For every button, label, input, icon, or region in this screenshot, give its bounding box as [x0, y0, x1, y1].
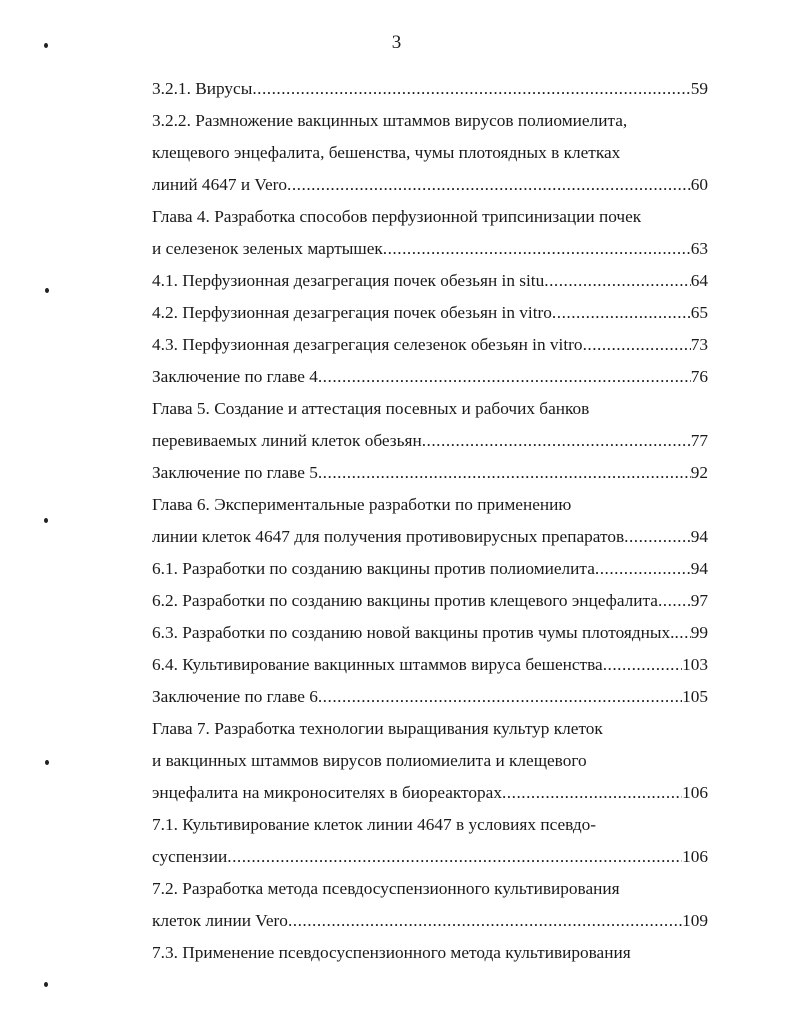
toc-entry-title: клещевого энцефалита, бешенства, чумы плотоядных в клетках	[152, 143, 621, 162]
scan-mark	[44, 518, 48, 523]
scan-mark	[45, 288, 49, 293]
toc-entry	[152, 716, 708, 748]
dot-leader	[583, 332, 691, 364]
toc-entry	[152, 268, 708, 300]
scan-mark	[44, 43, 48, 48]
toc-entry	[152, 812, 708, 844]
dot-leader	[383, 236, 687, 268]
toc-entry	[152, 76, 708, 108]
toc-entry-title: 4.2. Перфузионная дезагрегация почек обезьян in vitro	[152, 303, 552, 322]
dot-leader	[422, 428, 691, 460]
toc-entry-title: клеток линии Vero	[152, 911, 288, 930]
toc-entry-title: 3.2.1. Вирусы	[152, 79, 253, 98]
toc-entry-title: 7.3. Применение псевдосуспензионного метода культивирования	[152, 943, 631, 962]
dot-leader	[318, 684, 682, 716]
dot-leader	[288, 908, 682, 940]
toc-entry-page: 106	[682, 783, 708, 802]
dot-leader	[502, 780, 682, 812]
toc-entry	[152, 780, 708, 812]
toc-entry	[152, 300, 708, 332]
toc-entry-page: 64	[690, 271, 708, 290]
toc-entry-title: линий 4647 и Vero	[152, 175, 288, 194]
toc-entry-page: 99	[690, 623, 708, 642]
toc-entry-title: линии клеток 4647 для получения противовирусных препаратов	[152, 527, 625, 546]
dot-leader	[318, 460, 691, 492]
toc-entry	[152, 140, 708, 172]
table-of-contents	[152, 76, 708, 972]
toc-entry-title: 6.4. Культивирование вакцинных штаммов вируса бешенства	[152, 655, 603, 674]
toc-entry-title: Глава 6. Экспериментальные разработки по применению	[152, 495, 572, 514]
toc-entry	[152, 876, 708, 908]
toc-entry-title: 7.1. Культивирование клеток линии 4647 в условиях псевдо-	[152, 815, 597, 834]
toc-entry-page: 103	[682, 655, 708, 674]
toc-entry	[152, 492, 708, 524]
toc-entry-title: и вакцинных штаммов вирусов полиомиелита и клещевого	[152, 751, 587, 770]
toc-entry-page: 77	[690, 431, 708, 450]
toc-entry-page: 65	[690, 303, 708, 322]
toc-entry-page: 106	[682, 847, 708, 866]
dot-leader	[318, 364, 691, 396]
toc-entry-title: энцефалита на микроносителях в биореакторах	[152, 783, 502, 802]
toc-entry	[152, 844, 708, 876]
toc-entry	[152, 204, 708, 236]
toc-entry-page: 105	[682, 687, 708, 706]
toc-entry-title: 3.2.2. Размножение вакцинных штаммов вирусов полиомиелита,	[152, 111, 628, 130]
toc-entry	[152, 652, 708, 684]
toc-entry-title: 7.2. Разработка метода псевдосуспензионного культивирования	[152, 879, 620, 898]
page-number: 3	[391, 32, 402, 53]
toc-entry-page: 97	[690, 591, 708, 610]
toc-entry	[152, 428, 708, 460]
toc-entry-title: Заключение по главе 6	[152, 687, 318, 706]
dot-leader	[252, 76, 690, 108]
dot-leader	[595, 556, 691, 588]
toc-entry	[152, 684, 708, 716]
scan-mark	[45, 760, 49, 765]
toc-entry-title: Глава 4. Разработка способов перфузионной трипсинизации почек	[152, 207, 642, 226]
dot-leader	[658, 588, 691, 620]
dot-leader	[603, 652, 682, 684]
toc-entry-title: 6.3. Разработки по созданию новой вакцины против чумы плотоядных.	[152, 623, 675, 642]
toc-entry	[152, 908, 708, 940]
scan-mark	[44, 982, 48, 987]
toc-entry-title: перевиваемых линий клеток обезьян	[152, 431, 422, 450]
toc-entry	[152, 172, 708, 204]
toc-entry-title: Заключение по главе 4	[152, 367, 318, 386]
toc-entry-page: 59	[690, 79, 708, 98]
dot-leader	[674, 620, 690, 652]
toc-entry	[152, 236, 708, 268]
toc-entry-title: 4.1. Перфузионная дезагрегация почек обезьян in situ	[152, 271, 545, 290]
toc-entry-page: 109	[682, 911, 708, 930]
toc-entry-page: 60	[690, 175, 708, 194]
toc-entry	[152, 108, 708, 140]
toc-entry-page: 73	[690, 335, 708, 354]
toc-entry	[152, 748, 708, 780]
dot-leader	[227, 844, 682, 876]
toc-entry	[152, 460, 708, 492]
toc-entry-title: Заключение по главе 5	[152, 463, 318, 482]
toc-entry	[152, 940, 708, 972]
toc-entry-page: 76	[690, 367, 708, 386]
toc-entry	[152, 620, 708, 652]
toc-entry-title: и селезенок зеленых мартышек	[152, 239, 383, 258]
toc-entry-title: суспензии	[152, 847, 228, 866]
dot-leader	[544, 268, 690, 300]
dot-leader	[552, 300, 691, 332]
toc-entry	[152, 556, 708, 588]
toc-entry-page: 92	[690, 463, 708, 482]
toc-entry-title: Глава 5. Создание и аттестация посевных и рабочих банков	[152, 399, 590, 418]
toc-entry	[152, 332, 708, 364]
dot-leader	[624, 524, 691, 556]
toc-entry-title: 4.3. Перфузионная дезагрегация селезенок обезьян in vitro	[152, 335, 583, 354]
toc-entry	[152, 396, 708, 428]
toc-entry-page: .63	[686, 239, 708, 258]
toc-entry-title: 6.1. Разработки по созданию вакцины против полиомиелита	[152, 559, 595, 578]
dot-leader	[287, 172, 691, 204]
toc-entry-title: Глава 7. Разработка технологии выращивания культур клеток	[152, 719, 603, 738]
toc-entry-page: 94	[690, 527, 708, 546]
toc-entry	[152, 364, 708, 396]
toc-entry-page: 94	[690, 559, 708, 578]
toc-entry	[152, 588, 708, 620]
toc-entry-title: 6.2. Разработки по созданию вакцины против клещевого энцефалита	[152, 591, 658, 610]
toc-entry	[152, 524, 708, 556]
